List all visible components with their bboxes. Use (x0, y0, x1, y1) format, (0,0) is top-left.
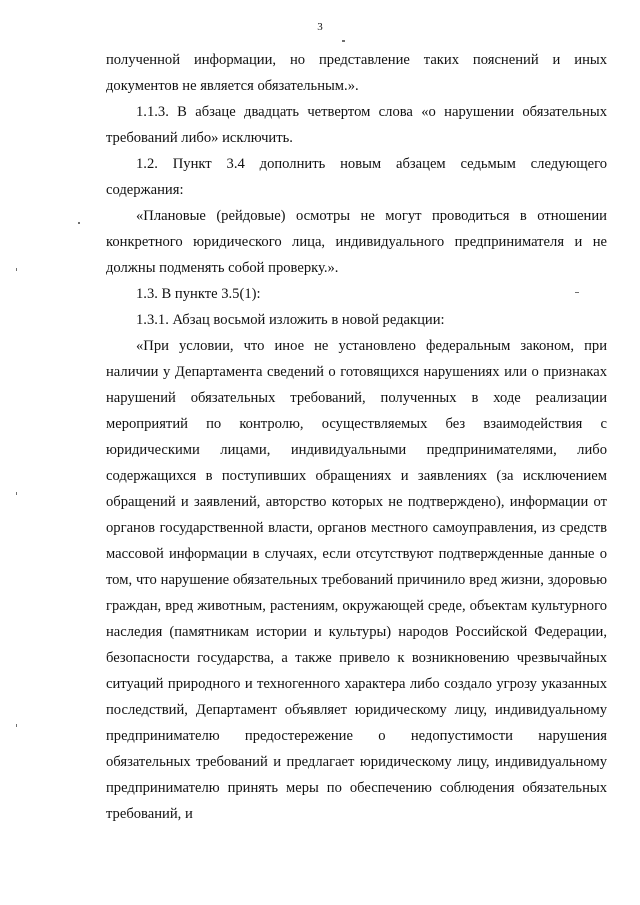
paragraph-quote-warning: «При условии, что иное не установлено федеральным законом, при наличии у Департамента сведений о готовящихся нарушениях или о признаках нарушений обязательных требований, полученных в ходе реализации мероприятий по контролю, осуществляемых без взаимодействия с юридическими лицами, индивидуальными предпринимателями, либо содержащихся в поступивших обращениях и заявлениях (за исключением обращений и заявлений, авторство которых не подтверждено), информации от органов государственной власти, органов местного самоуправления, из средств массовой информации в случаях, если отсутствуют подтвержденные данные о том, что нарушение обязательных требований причинило вред жизни, здоровью граждан, вред животным, растениям, окружающей среде, объектам культурного наследия (памятникам истории и культуры) народов Российской Федерации, безопасности государства, а также привело к возникновению чрезвычайных ситуаций природного и техногенного характера либо создало угрозу указанных последствий, Департамент объявляет юридическому лицу, индивидуальному предпринимателю предостережение о недопустимости нарушения обязательных требований и предлагает юридическому лицу, индивидуальному предпринимателю принять меры по обеспечению соблюдения обязательных требований, и (106, 338, 607, 822)
scan-speck (16, 724, 17, 727)
paragraph-quote-inspections: «Плановые (рейдовые) осмотры не могут проводиться в отношении конкретного юридического лица, индивидуального предпринимателя и не должны подменять собой проверку.». (106, 208, 607, 276)
scan-speck (575, 292, 579, 293)
paragraph-1-2: 1.2. Пункт 3.4 дополнить новым абзацем седьмым следующего содержания: (106, 156, 607, 198)
scan-speck (342, 40, 345, 42)
paragraph-continuation: полученной информации, но представление таких пояснений и иных документов не является обязательным.». (106, 52, 607, 94)
scan-speck (16, 492, 17, 495)
document-body (106, 47, 607, 827)
paragraph-1-3: 1.3. В пункте 3.5(1): (136, 286, 261, 302)
scan-speck (16, 268, 17, 271)
paragraph-1-3-1: 1.3.1. Абзац восьмой изложить в новой редакции: (136, 312, 445, 328)
page-number: 3 (317, 21, 323, 33)
scan-speck (78, 222, 80, 224)
paragraph-1-1-3: 1.1.3. В абзаце двадцать четвертом слова «о нарушении обязательных требований либо» исключить. (106, 104, 607, 146)
